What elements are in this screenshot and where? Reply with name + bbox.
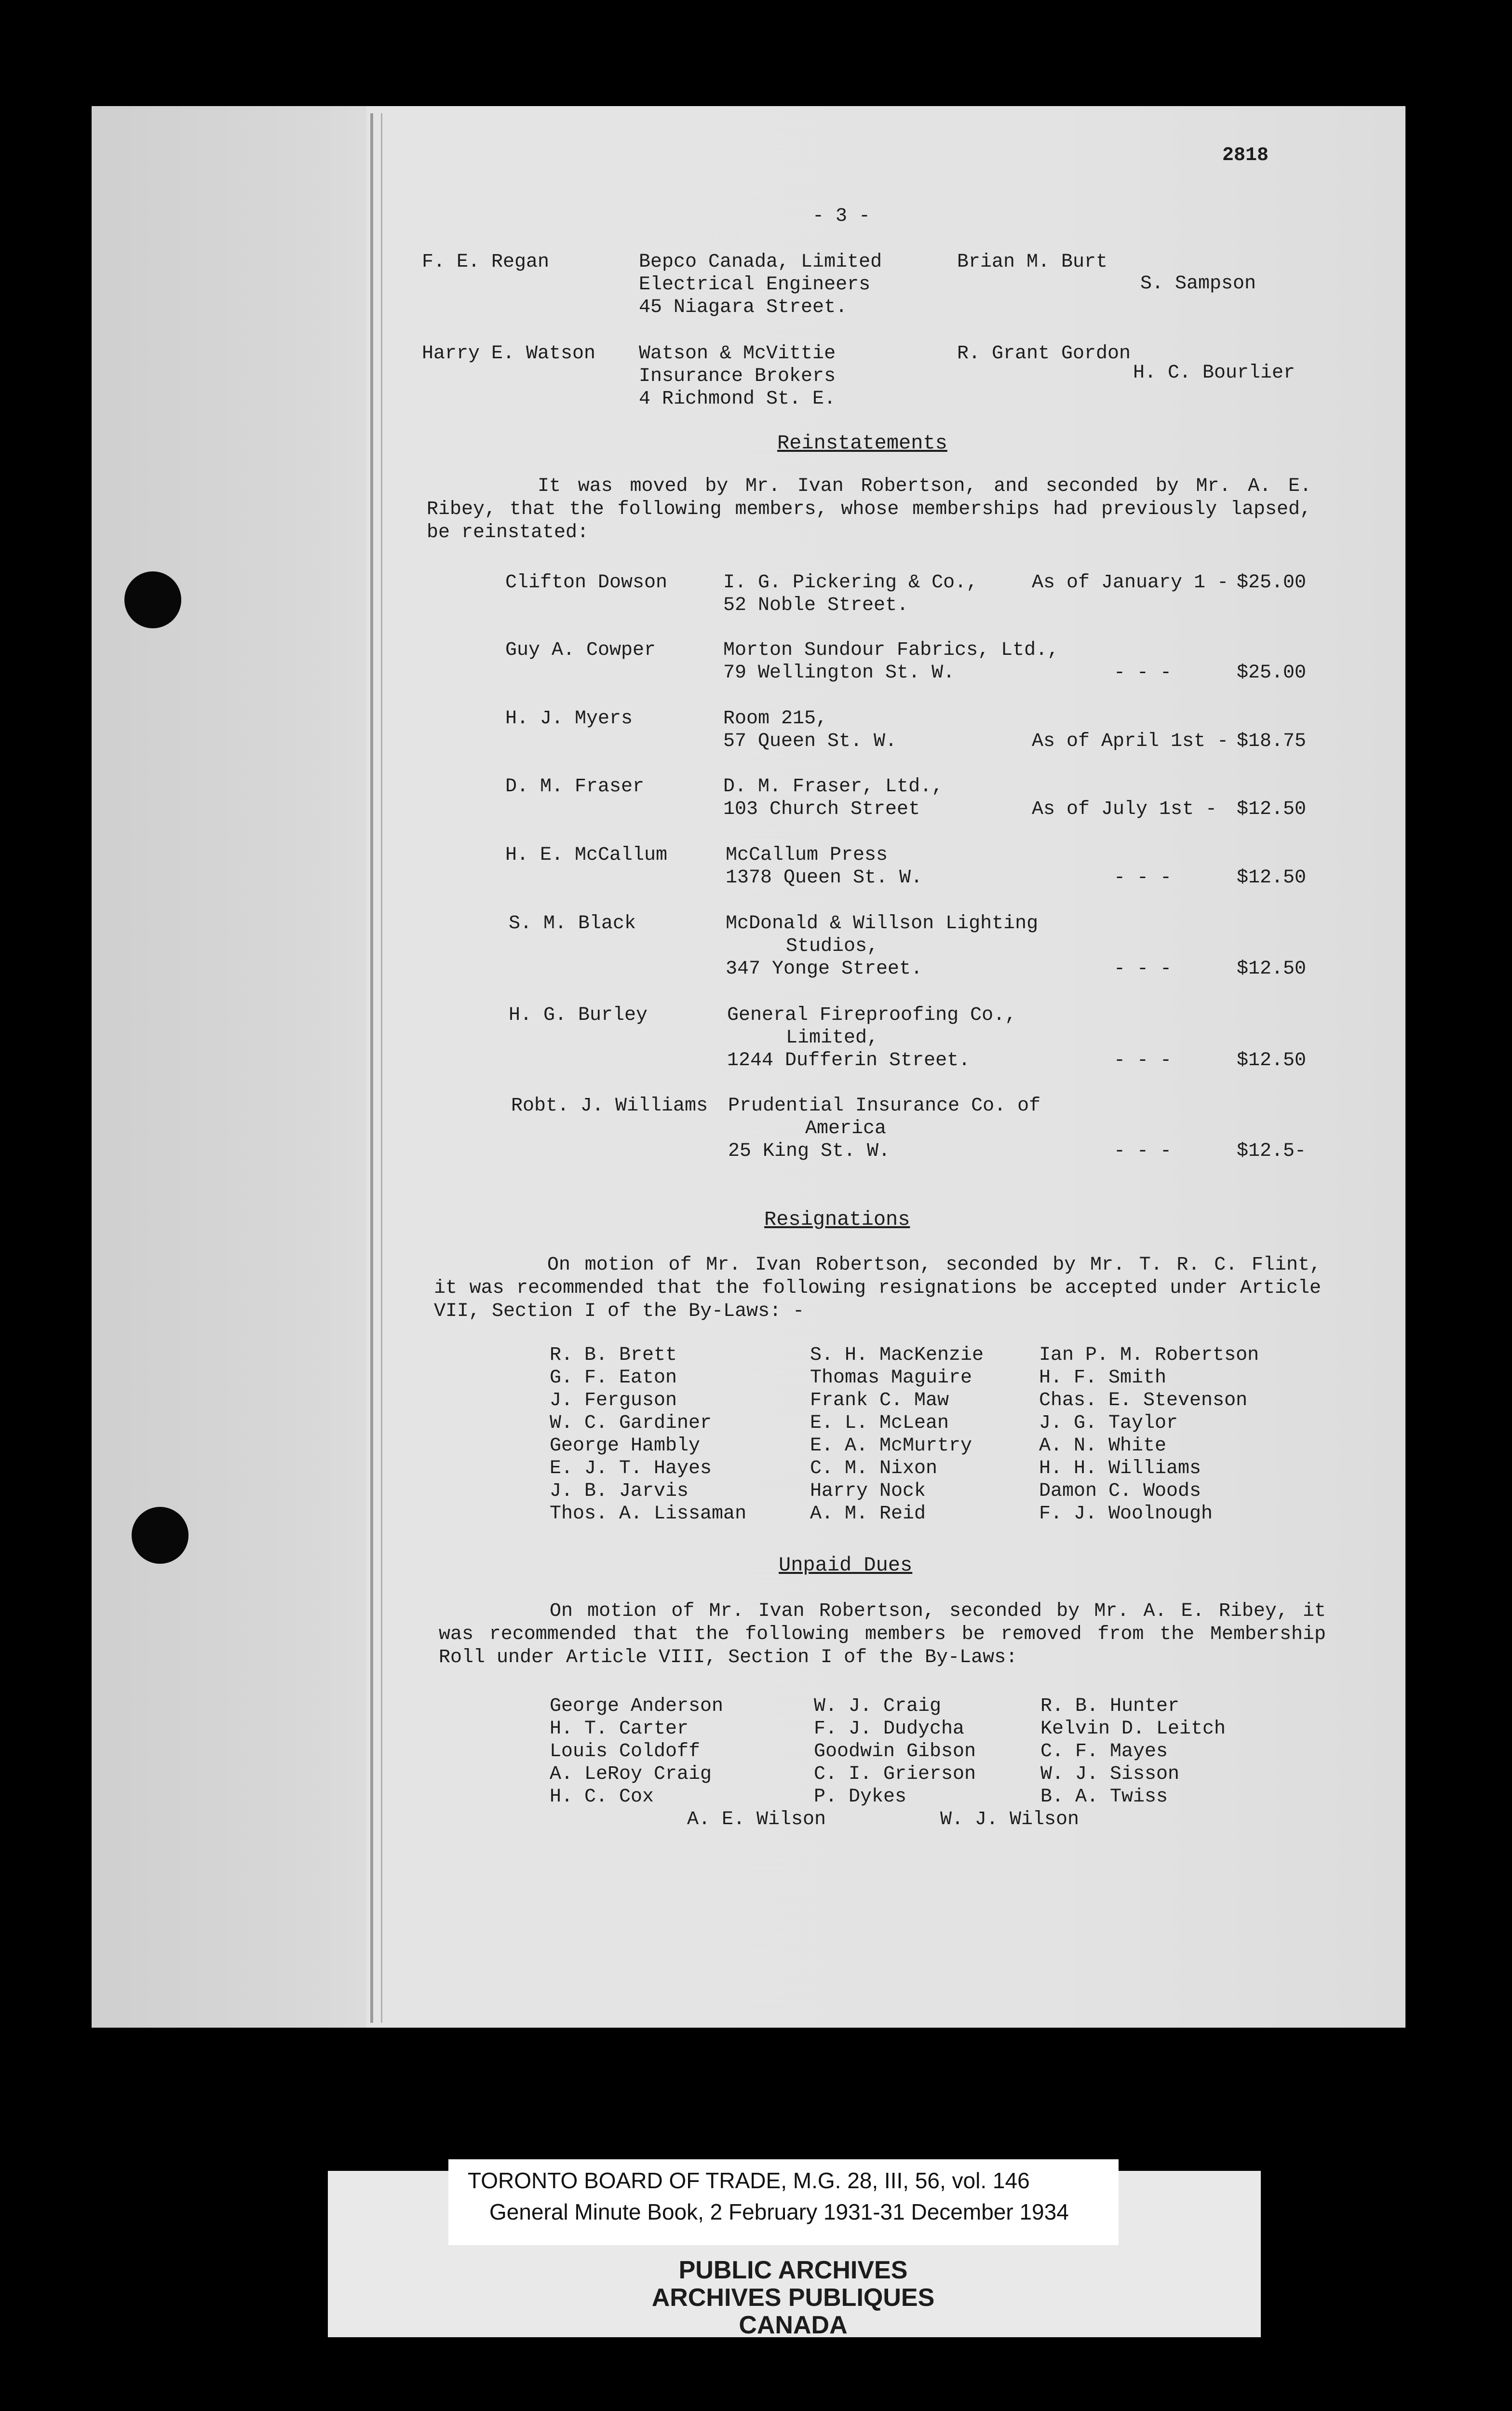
margin-rule (381, 113, 382, 2023)
member-company: Watson & McVittie (639, 343, 836, 365)
member-company: Electrical Engineers (639, 274, 871, 296)
reinstated-address: Studios, (786, 935, 879, 957)
reinstated-address: Room 215, (723, 708, 828, 730)
member-company: 4 Richmond St. E. (639, 388, 836, 410)
member-name: F. E. Regan (422, 251, 550, 273)
punch-hole (124, 571, 181, 628)
reinstated-amount: $12.50 (1237, 867, 1307, 889)
archive-reference-line: TORONTO BOARD OF TRADE, M.G. 28, III, 56, vol. 146 (468, 2168, 1030, 2193)
section-heading-resignations: Resignations (764, 1208, 910, 1231)
section-heading-unpaid-dues: Unpaid Dues (779, 1554, 913, 1577)
reinstated-when: - - - (1114, 867, 1172, 889)
margin-rule (370, 113, 373, 2023)
page-label: - 3 - (812, 205, 871, 227)
member-name: Harry E. Watson (422, 343, 596, 365)
resignation-list-col2: S. H. MacKenzie Thomas Maguire Frank C. Maw E. L. McLean E. A. McMurtry C. M. Nixon Harry Nock A. M. Reid (810, 1344, 984, 1525)
member-seconder: H. C. Bourlier (1133, 362, 1296, 384)
reinstated-name: S. M. Black (509, 913, 636, 935)
member-proposer: Brian M. Burt (957, 251, 1108, 273)
reinstated-name: Robt. J. Williams (511, 1095, 708, 1117)
reinstated-name: Guy A. Cowper (505, 639, 656, 661)
reinstated-when: As of April 1st - (1032, 731, 1229, 752)
reinstated-amount: $12.50 (1237, 958, 1307, 980)
member-company: 45 Niagara Street. (639, 297, 848, 318)
page-number: 2818 (1222, 145, 1269, 166)
reinstated-address: America (805, 1118, 887, 1139)
resignation-list-col3: Ian P. M. Robertson H. F. Smith Chas. E. Stevenson J. G. Taylor A. N. White H. H. Williams Damon C. Woods F. J. Woolnough (1039, 1344, 1259, 1525)
reinstated-amount: $12.50 (1237, 1050, 1307, 1071)
section-heading-reinstatements: Reinstatements (777, 432, 947, 455)
resignation-list-col1: R. B. Brett G. F. Eaton J. Ferguson W. C. Gardiner George Hambly E. J. T. Hayes J. B. Jarvis Thos. A. Lissaman (550, 1344, 747, 1525)
reinstated-address: 25 King St. W. (728, 1140, 891, 1162)
reinstated-when: - - - (1114, 958, 1172, 980)
unpaid-list-col2: W. J. Craig F. J. Dudycha Goodwin Gibson C. I. Grierson P. Dykes (814, 1695, 976, 1808)
unpaid-list-last: A. E. Wilson (687, 1809, 826, 1830)
reinstated-address: 1378 Queen St. W. (726, 867, 923, 889)
reinstated-when: As of July 1st - (1032, 799, 1217, 820)
reinstated-when: - - - (1114, 662, 1172, 684)
reinstated-address: Morton Sundour Fabrics, Ltd., (723, 639, 1059, 661)
reinstated-address: 57 Queen St. W. (723, 731, 897, 752)
reinstated-address: D. M. Fraser, Ltd., (723, 776, 944, 798)
reinstated-address: McCallum Press (726, 844, 888, 866)
unpaid-dues-intro: On motion of Mr. Ivan Robertson, seconded by Mr. A. E. Ribey, it was recommended that the following members be removed from the Membership Roll under Article VIII, Section I of the By-Laws: (439, 1600, 1326, 1668)
reinstated-name: H. G. Burley (509, 1004, 648, 1026)
reinstated-address: 347 Yonge Street. (726, 958, 923, 980)
reinstated-name: D. M. Fraser (505, 776, 645, 798)
member-proposer: R. Grant Gordon (957, 343, 1131, 365)
archive-reference-line: General Minute Book, 2 February 1931-31 December 1934 (489, 2199, 1069, 2224)
reinstated-amount: $18.75 (1237, 731, 1307, 752)
reinstated-name: H. E. McCallum (505, 844, 668, 866)
member-company: Bepco Canada, Limited (639, 251, 882, 273)
reinstated-address: 1244 Dufferin Street. (727, 1050, 971, 1071)
archives-stamp: PUBLIC ARCHIVES ARCHIVES PUBLIQUES CANADA (651, 2256, 935, 2339)
member-seconder: S. Sampson (1140, 273, 1256, 295)
reinstated-address: 79 Wellington St. W. (723, 662, 955, 684)
reinstated-address: I. G. Pickering & Co., (723, 572, 978, 594)
unpaid-list-col3: R. B. Hunter Kelvin D. Leitch C. F. Mayes W. J. Sisson B. A. Twiss (1040, 1695, 1226, 1808)
reinstated-amount: $25.00 (1237, 662, 1307, 684)
reinstated-name: Clifton Dowson (505, 572, 668, 594)
reinstated-amount: $12.5- (1237, 1140, 1307, 1162)
reinstated-amount: $12.50 (1237, 799, 1307, 820)
reinstated-when: - - - (1114, 1140, 1172, 1162)
reinstated-address: General Fireproofing Co., (727, 1004, 1017, 1026)
member-company: Insurance Brokers (639, 366, 836, 387)
reinstated-when: As of January 1 - (1032, 572, 1229, 594)
reinstated-address: McDonald & Willson Lighting (726, 913, 1039, 935)
reinstated-amount: $25.00 (1237, 572, 1307, 594)
reinstatements-intro: It was moved by Mr. Ivan Robertson, and seconded by Mr. A. E. Ribey, that the following members, whose memberships had previously lapsed, be reinstated: (427, 475, 1311, 543)
reinstated-name: H. J. Myers (505, 708, 633, 730)
reinstated-address: 103 Church Street (723, 799, 920, 820)
reinstated-address: 52 Noble Street. (723, 595, 909, 616)
page-margin (92, 106, 366, 2028)
reinstated-address: Limited, (786, 1027, 879, 1049)
reinstated-when: - - - (1114, 1050, 1172, 1071)
reinstated-address: Prudential Insurance Co. of (728, 1095, 1041, 1117)
punch-hole (132, 1507, 189, 1564)
unpaid-list-last: W. J. Wilson (940, 1809, 1080, 1830)
unpaid-list-col1: George Anderson H. T. Carter Louis Coldoff A. LeRoy Craig H. C. Cox (550, 1695, 724, 1808)
resignations-intro: On motion of Mr. Ivan Robertson, seconded by Mr. T. R. C. Flint, it was recommended that the following resignations be accepted under Article VII, Section I of the By-Laws: - (434, 1254, 1321, 1322)
